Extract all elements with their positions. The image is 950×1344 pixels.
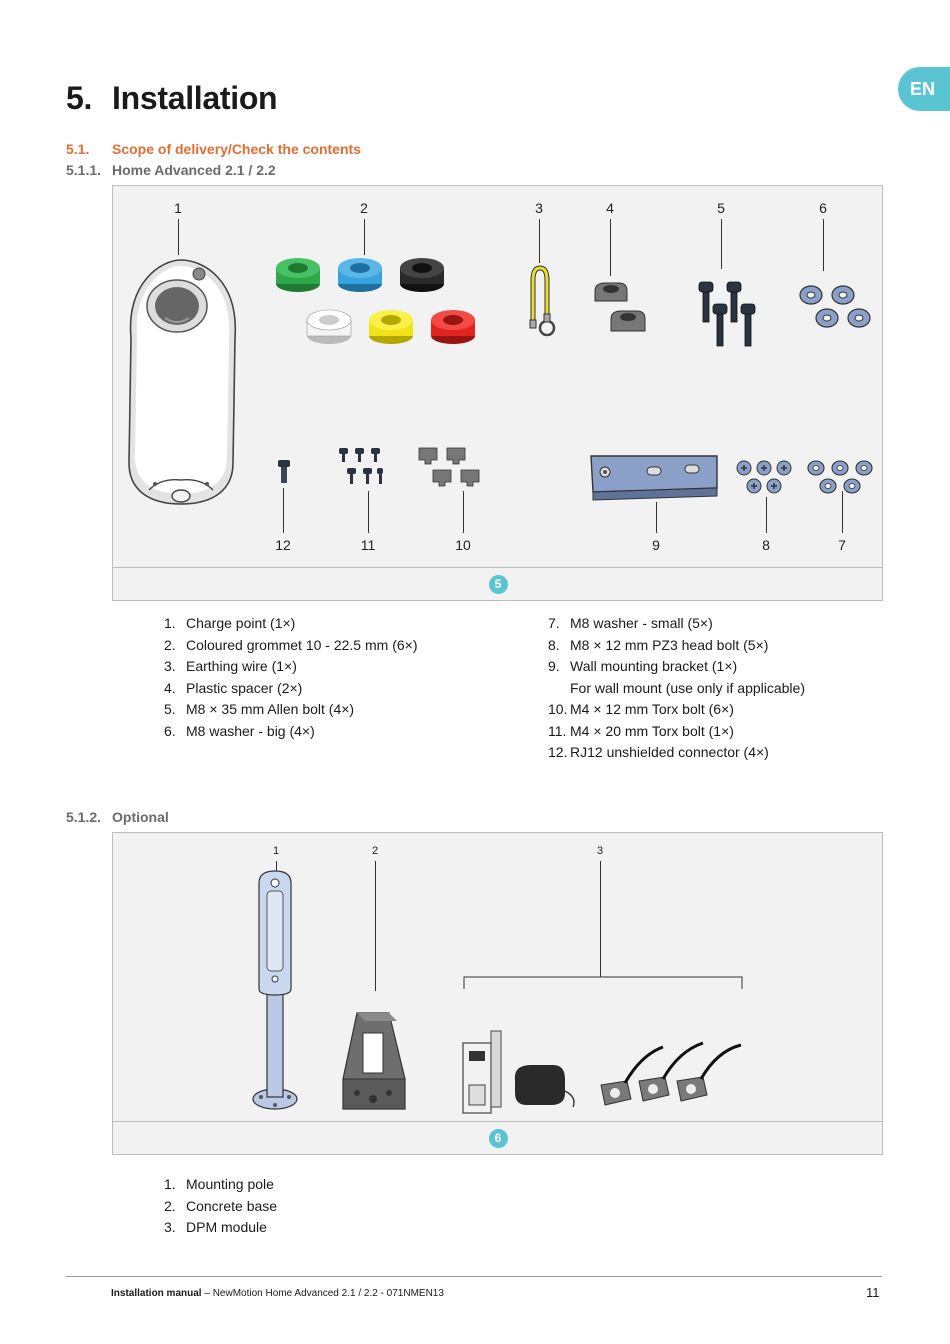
callout-label-2: 2 <box>371 845 379 857</box>
dpm-bracket-line <box>463 976 743 990</box>
section-5-1-1-heading: 5.1.1. Home Advanced 2.1 / 2.2 <box>66 162 276 178</box>
list-item: 1. Mounting pole <box>164 1176 274 1192</box>
callout-label-1: 1 <box>272 845 280 857</box>
wall-mounting-bracket-illustration <box>587 452 723 502</box>
list-item-note: For wall mount (use only if applicable) <box>570 679 805 696</box>
callout-label-4: 4 <box>606 200 614 216</box>
coloured-grommets-illustration <box>273 256 483 356</box>
callout-label-2: 2 <box>360 200 368 216</box>
figure-5-scope-of-delivery <box>112 185 883 601</box>
charge-point-illustration <box>121 258 241 514</box>
callout-label-8: 8 <box>762 537 770 553</box>
page-number: 11 <box>866 1285 880 1300</box>
figure-6-optional-items <box>112 832 883 1155</box>
list-item: 9. Wall mounting bracket (1×) <box>548 658 738 674</box>
mounting-pole-illustration <box>249 869 303 1117</box>
list-item: 3. DPM module <box>164 1219 267 1235</box>
list-item: 1. Charge point (1×) <box>164 615 296 631</box>
callout-label-5: 5 <box>717 200 725 216</box>
list-item: 7. M8 washer - small (5×) <box>548 615 713 631</box>
section-5-1-heading: 5.1. Scope of delivery/Check the contents <box>66 141 361 157</box>
callout-label-6: 6 <box>819 200 827 216</box>
callout-label-12: 12 <box>275 537 291 553</box>
optional-parts-list <box>164 1174 464 1239</box>
list-item: 11. M4 × 20 mm Torx bolt (1×) <box>548 722 734 739</box>
callout-label-11: 11 <box>360 537 376 553</box>
callout-label-3: 3 <box>535 200 543 216</box>
page-heading <box>66 80 277 117</box>
list-item: 12. RJ12 unshielded connector (4×) <box>548 744 769 760</box>
language-tab[interactable]: EN <box>898 67 950 111</box>
callout-label-3: 3 <box>596 845 604 857</box>
figure-5-badge: 5 <box>489 575 508 594</box>
torx-bolts-20mm-illustration <box>339 446 383 488</box>
pz3-head-bolts-illustration <box>735 460 795 496</box>
callout-label-9: 9 <box>652 537 660 553</box>
list-item: 2. Concrete base <box>164 1197 278 1214</box>
callout-label-7: 7 <box>838 537 846 553</box>
dpm-module-illustration <box>461 1025 751 1115</box>
footer-divider <box>66 1276 882 1277</box>
figure-6-badge: 6 <box>489 1129 508 1148</box>
section-5-1-2-heading: 5.1.2. Optional <box>66 809 169 825</box>
concrete-base-illustration <box>341 1009 413 1113</box>
rj12-connector-illustration <box>277 459 291 485</box>
callout-label-1: 1 <box>174 200 182 216</box>
small-washers-illustration <box>806 460 876 496</box>
allen-bolts-illustration <box>695 278 765 353</box>
list-item: 3. Earthing wire (1×) <box>164 658 297 674</box>
list-item: 4. Plastic spacer (2×) <box>164 679 303 696</box>
list-item: 5. M8 × 35 mm Allen bolt (4×) <box>164 701 355 717</box>
figure-6-caption-bar <box>113 1121 882 1154</box>
figure-5-caption-bar <box>113 567 882 600</box>
big-washers-illustration <box>797 283 877 333</box>
parts-list-right <box>548 613 878 764</box>
callout-label-10: 10 <box>455 537 471 553</box>
list-item: 6. M8 washer - big (4×) <box>164 722 315 739</box>
earthing-wire-illustration <box>525 264 555 344</box>
footer-manual-title: Installation manual – NewMotion Home Advanced 2.1 / 2.2 - 071NMEN13 <box>111 1288 444 1299</box>
list-item: 2. Coloured grommet 10 - 22.5 mm (6×) <box>164 636 418 653</box>
torx-bolts-12mm-illustration <box>417 446 483 490</box>
parts-list-left <box>164 613 524 742</box>
list-item: 10. M4 × 12 mm Torx bolt (6×) <box>548 701 734 717</box>
heading-title: Installation <box>112 80 278 116</box>
plastic-spacers-illustration <box>591 281 651 351</box>
list-item: 8. M8 × 12 mm PZ3 head bolt (5×) <box>548 636 769 653</box>
heading-number: 5. <box>66 80 93 116</box>
